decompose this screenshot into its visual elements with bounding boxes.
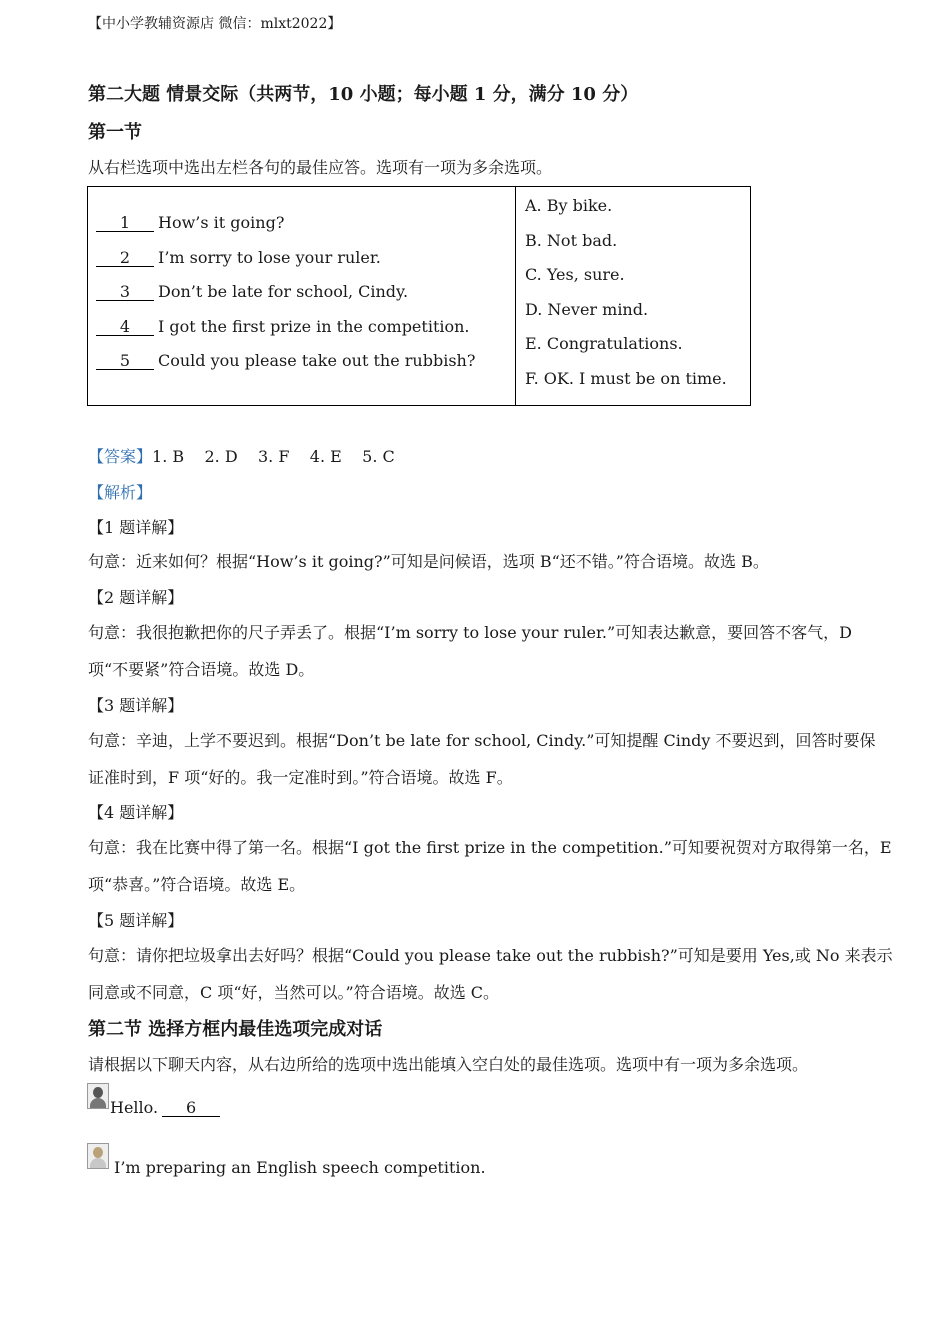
question-text: I’m sorry to lose your ruler. — [158, 248, 381, 267]
option-e: E. Congratulations. — [525, 334, 683, 353]
question-row — [96, 213, 284, 232]
detail-text: 句意：辛迪，上学不要迟到。根据“Don’t be late for school, Cindy.”可知提醒 Cindy 不要迟到，回答时要保 — [88, 731, 876, 750]
female-avatar-icon — [87, 1143, 109, 1169]
section-title: 第二大题 情景交际（共两节，10 小题；每小题 1 分，满分 10 分） — [88, 84, 639, 105]
detail-text: 句意：我在比赛中得了第一名。根据“I got the first prize in the competition.”可知要祝贺对方取得第一名，E — [88, 838, 892, 857]
detail-text: 句意：我很抱歉把你的尺子弄丢了。根据“I’m sorry to lose your ruler.”可知表达歉意，要回答不客气，D — [88, 623, 853, 642]
detail-title: 【2 题详解】 — [88, 588, 184, 607]
dialogue-text: I’m preparing an English speech competition. — [114, 1158, 486, 1177]
option-c: C. Yes, sure. — [525, 265, 625, 284]
answer-blank: 4 — [96, 318, 154, 336]
detail-text: 句意：近来如何？根据“How’s it going?”可知是问候语，选项 B“还不错。”符合语境。故选 B。 — [88, 552, 769, 571]
detail-title: 【4 题详解】 — [88, 803, 184, 822]
question-row — [96, 351, 475, 370]
option-f: F. OK. I must be on time. — [525, 369, 727, 388]
option-a: A. By bike. — [525, 196, 613, 215]
male-avatar-icon — [87, 1083, 109, 1109]
answer-blank: 2 — [96, 249, 154, 267]
detail-text: 项“不要紧”符合语境。故选 D。 — [88, 660, 315, 679]
answer-blank: 1 — [96, 214, 154, 232]
dialogue-line — [110, 1098, 220, 1117]
part2-instruction: 请根据以下聊天内容，从右边所给的选项中选出能填入空白处的最佳选项。选项中有一项为多余选项。 — [88, 1055, 809, 1074]
detail-text: 句意：请你把垃圾拿出去好吗？根据“Could you please take out the rubbish?”可知是要用 Yes,或 No 来表示 — [88, 946, 893, 965]
question-row — [96, 248, 381, 267]
question-text: Don’t be late for school, Cindy. — [158, 282, 409, 301]
analysis-label: 【解析】 — [88, 483, 153, 502]
page-header: 【中小学教辅资源店 微信：mlxt2022】 — [88, 16, 342, 32]
question-text: Could you please take out the rubbish? — [158, 351, 476, 370]
table-divider — [515, 187, 516, 405]
question-row — [96, 282, 408, 301]
answer-blank: 3 — [96, 283, 154, 301]
question-text: I got the first prize in the competition. — [158, 317, 470, 336]
detail-title: 【1 题详解】 — [88, 518, 184, 537]
part1-title: 第一节 — [88, 122, 142, 143]
part1-instruction: 从右栏选项中选出左栏各句的最佳应答。选项有一项为多余选项。 — [88, 158, 553, 177]
dialogue-blank: 6 — [162, 1099, 220, 1117]
answer-text: 1. B 2. D 3. F 4. E 5. C — [152, 447, 395, 466]
dialogue-text: Hello. — [110, 1098, 159, 1117]
answer-line — [88, 444, 395, 467]
part2-title: 第二节 选择方框内最佳选项完成对话 — [88, 1019, 383, 1040]
detail-text: 项“恭喜。”符合语境。故选 E。 — [88, 875, 306, 894]
question-row — [96, 317, 470, 336]
detail-title: 【3 题详解】 — [88, 696, 184, 715]
detail-text: 同意或不同意，C 项“好，当然可以。”符合语境。故选 C。 — [88, 983, 500, 1002]
matching-table — [87, 186, 751, 406]
option-b: B. Not bad. — [525, 231, 618, 250]
answer-blank: 5 — [96, 352, 154, 370]
question-text: How’s it going? — [158, 213, 285, 232]
detail-title: 【5 题详解】 — [88, 911, 184, 930]
dialogue-line — [114, 1158, 486, 1177]
answer-label: 【答案】 — [88, 447, 153, 466]
detail-text: 证准时到，F 项“好的。我一定准时到。”符合语境。故选 F。 — [88, 768, 513, 787]
option-d: D. Never mind. — [525, 300, 649, 319]
